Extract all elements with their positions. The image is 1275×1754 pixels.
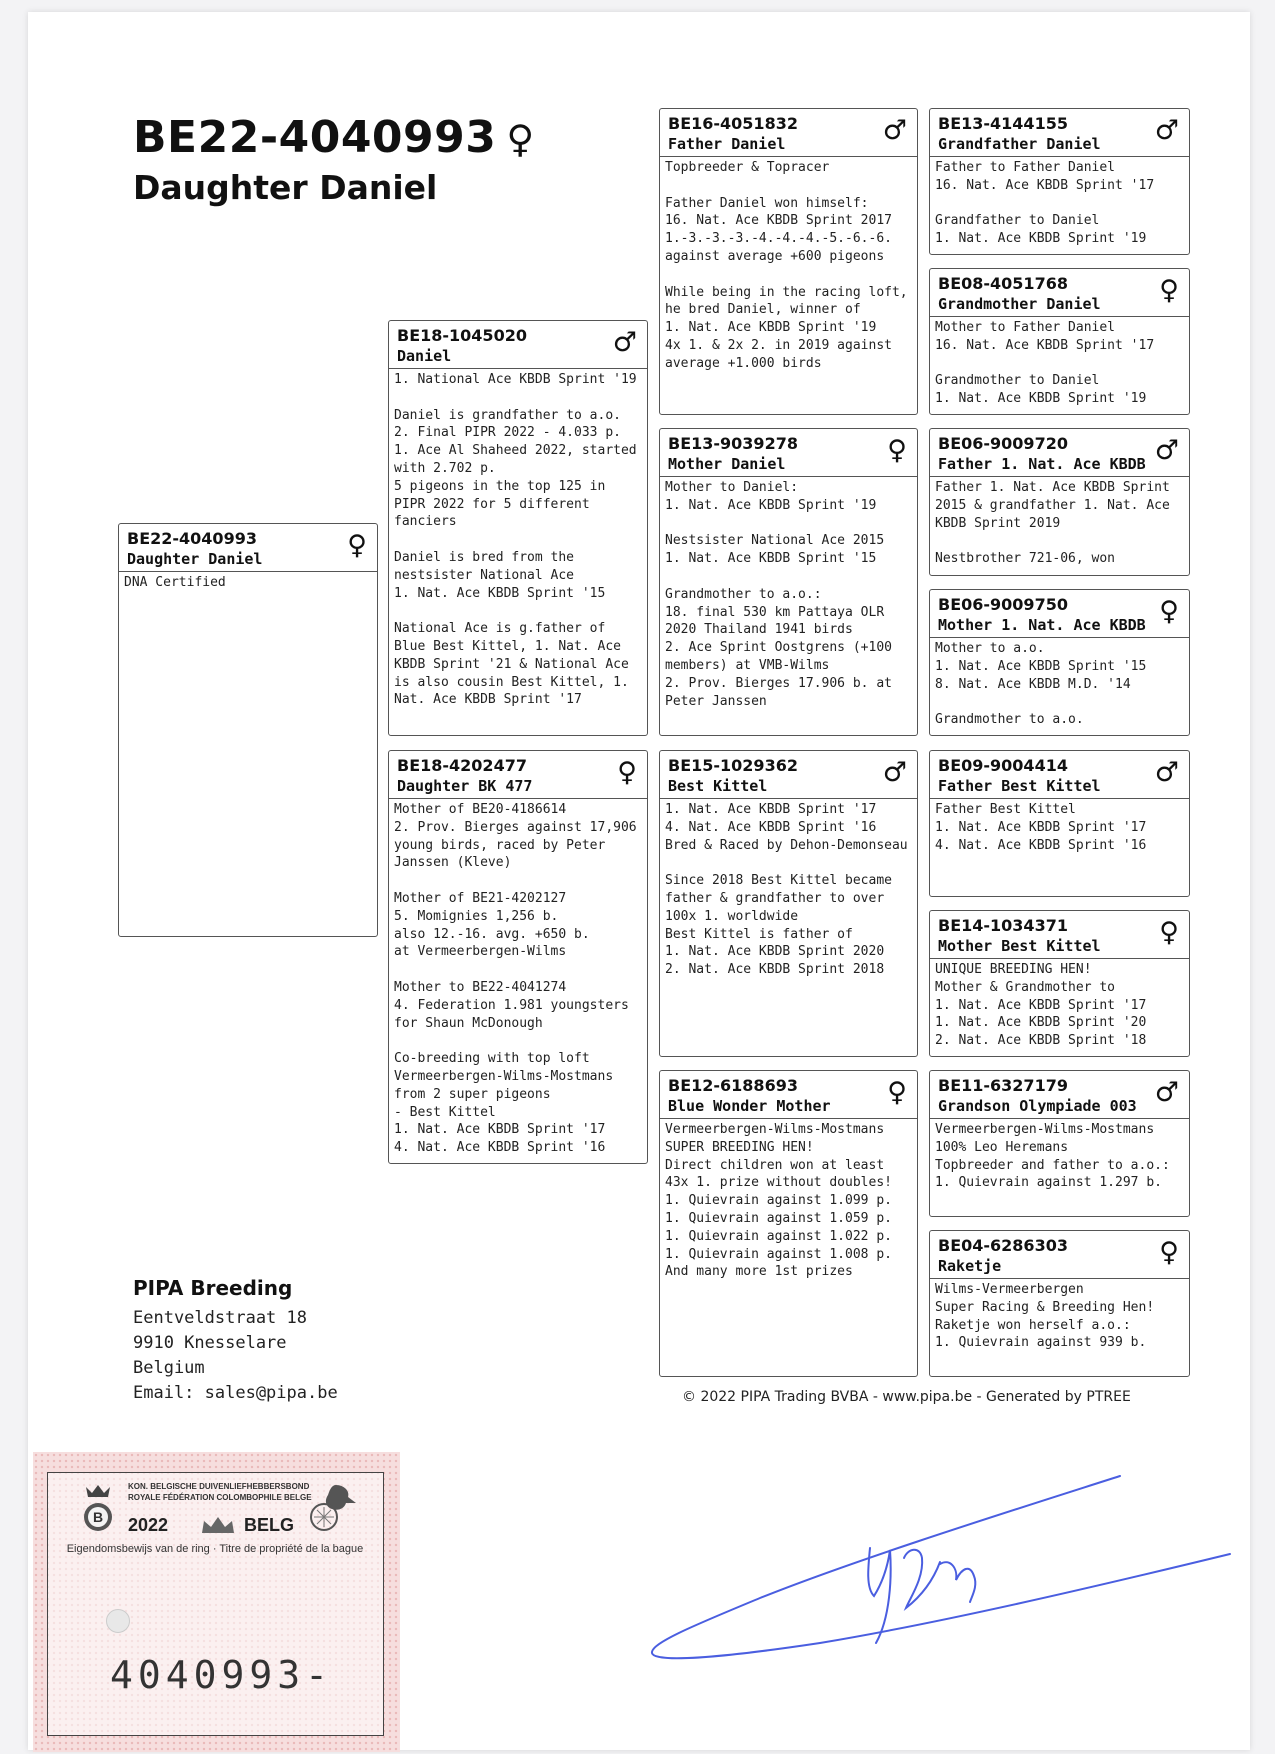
card-name: Father Best Kittel xyxy=(938,777,1101,795)
card-ring: BE22-4040993 xyxy=(127,529,257,548)
male-sex-icon: ♂ xyxy=(1154,1077,1179,1108)
crown-emblem-icon xyxy=(198,1513,238,1537)
card-ring: BE12-6188693 xyxy=(668,1076,798,1095)
card-header xyxy=(930,590,1189,638)
card-ring: BE09-9004414 xyxy=(938,756,1068,775)
female-sex-icon: ♀ xyxy=(506,117,535,161)
female-sex-icon: ♀ xyxy=(617,757,637,788)
card-mother-mother xyxy=(659,1070,918,1377)
card-notes: Father 1. Nat. Ace KBDB Sprint 2015 & grandfather 1. Nat. Ace KBDB Sprint 2019 Nestbrother 721-06, won xyxy=(935,480,1170,567)
card-notes: DNA Certified xyxy=(124,575,226,590)
certificate-country: BELG xyxy=(244,1515,295,1535)
certificate-ring-number: 4040993- xyxy=(110,1653,334,1697)
breeder-email: Email: sales@pipa.be xyxy=(133,1383,338,1403)
copyright-footer: © 2022 PIPA Trading BVBA - www.pipa.be - Generated by PTREE xyxy=(682,1389,1131,1405)
card-name: Blue Wonder Mother xyxy=(668,1097,831,1115)
card-header xyxy=(660,751,917,799)
male-sex-icon: ♂ xyxy=(882,115,907,146)
pedigree-subtitle: Daughter Daniel xyxy=(133,168,438,207)
female-sex-icon: ♀ xyxy=(887,435,907,466)
card-ring: BE11-6327179 xyxy=(938,1076,1068,1095)
card-mm-mother xyxy=(929,1230,1190,1377)
card-name: Daughter Daniel xyxy=(127,550,263,568)
female-sex-icon: ♀ xyxy=(887,1077,907,1108)
card-header xyxy=(930,429,1189,477)
card-father-mother xyxy=(659,428,918,736)
card-ring: BE14-1034371 xyxy=(938,916,1068,935)
card-mother xyxy=(388,750,648,1164)
card-subject xyxy=(118,523,378,937)
card-mf-father xyxy=(929,750,1190,897)
card-ring: BE13-9039278 xyxy=(668,434,798,453)
male-sex-icon: ♂ xyxy=(1154,757,1179,788)
breeder-city: 9910 Knesselare xyxy=(133,1333,287,1353)
card-name: Mother Best Kittel xyxy=(938,937,1101,955)
certificate-frame xyxy=(47,1472,384,1736)
female-sex-icon: ♀ xyxy=(1159,1237,1179,1268)
card-name: Father 1. Nat. Ace KBDB xyxy=(938,455,1146,473)
card-ff-mother xyxy=(929,268,1190,415)
card-name: Daughter BK 477 xyxy=(397,777,533,795)
card-ring: BE15-1029362 xyxy=(668,756,798,775)
card-ring: BE04-6286303 xyxy=(938,1236,1068,1255)
card-mm-father xyxy=(929,1070,1190,1217)
handwritten-signature xyxy=(640,1468,1240,1668)
card-fm-mother xyxy=(929,589,1190,736)
pedigree-title xyxy=(133,112,535,163)
card-ring: BE08-4051768 xyxy=(938,274,1068,293)
card-header xyxy=(660,429,917,477)
title-ring-number: BE22-4040993 xyxy=(133,112,497,163)
card-notes: Topbreeder & Topracer Father Daniel won himself: 16. Nat. Ace KBDB Sprint 2017 1.-3.-3.-3.-4.-4.-4.-5.-6.-6. against average +600 pigeons While being in the racing loft, he bred Daniel, winner of 1. Nat. Ace KBDB Sprint '19 4x 1. & 2x 2. in 2019 against average +1.000 birds xyxy=(665,160,908,371)
female-sex-icon: ♀ xyxy=(347,530,367,561)
federation-name-nl: KON. BELGISCHE DUIVENLIEFHEBBERSBOND xyxy=(128,1482,310,1491)
card-fm-father xyxy=(929,428,1190,576)
card-header xyxy=(930,1071,1189,1119)
male-sex-icon: ♂ xyxy=(1154,435,1179,466)
breeder-street: Eentveldstraat 18 xyxy=(133,1308,307,1328)
pigeon-logo-icon xyxy=(304,1481,360,1533)
card-ring: BE16-4051832 xyxy=(668,114,798,133)
card-ring: BE06-9009750 xyxy=(938,595,1068,614)
card-header xyxy=(930,109,1189,157)
card-notes: Vermeerbergen-Wilms-Mostmans 100% Leo Heremans Topbreeder and father to a.o.: 1. Quievrain against 1.297 b. xyxy=(935,1122,1170,1191)
female-sex-icon: ♀ xyxy=(1159,275,1179,306)
card-name: Father Daniel xyxy=(668,135,786,153)
card-header xyxy=(389,321,647,369)
punch-hole xyxy=(106,1609,130,1633)
male-sex-icon: ♂ xyxy=(1154,115,1179,146)
card-notes: Vermeerbergen-Wilms-Mostmans SUPER BREEDING HEN! Direct children won at least 43x 1. prize without doubles! 1. Quievrain against 1.099 p. 1. Quievrain against 1.059 p. 1. Quievrain against 1.022 p. 1. Quievrain against 1.008 p. And many more 1st prizes xyxy=(665,1122,892,1280)
female-sex-icon: ♀ xyxy=(1159,917,1179,948)
breeder-country: Belgium xyxy=(133,1358,205,1378)
card-header xyxy=(930,751,1189,799)
card-header xyxy=(119,524,377,572)
card-ring: BE06-9009720 xyxy=(938,434,1068,453)
card-name: Grandfather Daniel xyxy=(938,135,1101,153)
card-name: Best Kittel xyxy=(668,777,768,795)
card-notes: Mother of BE20-4186614 2. Prov. Bierges against 17,906 young birds, raced by Peter Janssen (Kleve) Mother of BE21-4202127 5. Momignies 1,256 b. also 12.-16. avg. +650 b. at Vermeerbergen-Wilms Mother to BE22-4041274 4. Federation 1.981 youngsters for Shaun McDonough Co-breeding with top loft Vermeerbergen-Wilms-Mostmans from 2 super pigeons - Best Kittel 1. Nat. Ace KBDB Sprint '17 4. Nat. Ace KBDB Sprint '16 xyxy=(394,802,637,1156)
card-mother-father xyxy=(659,750,918,1057)
card-name: Mother 1. Nat. Ace KBDB xyxy=(938,616,1146,634)
card-ring: BE18-4202477 xyxy=(397,756,527,775)
certificate-title: Eigendomsbewijs van de ring · Titre de propriété de la bague xyxy=(66,1543,364,1555)
card-notes: Wilms-Vermeerbergen Super Racing & Breeding Hen! Raketje won herself a.o.: 1. Quievrain against 939 b. xyxy=(935,1282,1155,1351)
female-sex-icon: ♀ xyxy=(1159,596,1179,627)
male-sex-icon: ♂ xyxy=(612,327,637,358)
svg-text:B: B xyxy=(92,1509,104,1525)
card-mf-mother xyxy=(929,910,1190,1057)
federation-crest-icon xyxy=(78,1481,118,1539)
certificate-year: 2022 xyxy=(128,1515,169,1535)
card-header xyxy=(930,269,1189,317)
card-notes: Mother to a.o. 1. Nat. Ace KBDB Sprint '15 8. Nat. Ace KBDB M.D. '14 Grandmother to a.o. xyxy=(935,641,1147,728)
card-notes: 1. National Ace KBDB Sprint '19 Daniel is grandfather to a.o. 2. Final PIPR 2022 - 4.033 p. 1. Ace Al Shaheed 2022, started with 2.702 p. 5 pigeons in the top 125 in PIPR 2022 for 5 different fanciers Daniel is bred from the nestsister National Ace 1. Nat. Ace KBDB Sprint '15 National Ace is g.father of Blue Best Kittel, 1. Nat. Ace KBDB Sprint '21 & National Ace is also cousin Best Kittel, 1. Nat. Ace KBDB Sprint '17 xyxy=(394,372,637,708)
card-name: Daniel xyxy=(397,347,452,365)
card-father xyxy=(388,320,648,736)
federation-name-fr: ROYALE FÉDÉRATION COLOMBOPHILE BELGE xyxy=(128,1493,312,1502)
card-notes: UNIQUE BREEDING HEN! Mother & Grandmother to 1. Nat. Ace KBDB Sprint '17 1. Nat. Ace KBDB Sprint '20 2. Nat. Ace KBDB Sprint '18 xyxy=(935,962,1147,1049)
card-name: Grandson Olympiade 003 xyxy=(938,1097,1137,1115)
card-header xyxy=(930,911,1189,959)
card-notes: 1. Nat. Ace KBDB Sprint '17 4. Nat. Ace KBDB Sprint '16 Bred & Raced by Dehon-Demonseau Since 2018 Best Kittel became father & grandfather to over 100x 1. worldwide Best Kittel is father of 1. Nat. Ace KBDB Sprint 2020 2. Nat. Ace KBDB Sprint 2018 xyxy=(665,802,908,978)
federation-name xyxy=(128,1481,312,1503)
card-father-father xyxy=(659,108,918,415)
card-header xyxy=(660,1071,917,1119)
card-header xyxy=(389,751,647,799)
card-notes: Mother to Father Daniel 16. Nat. Ace KBDB Sprint '17 Grandmother to Daniel 1. Nat. Ace KBDB Sprint '19 xyxy=(935,320,1155,407)
breeder-address xyxy=(133,1306,338,1406)
card-ring: BE18-1045020 xyxy=(397,326,527,345)
card-name: Raketje xyxy=(938,1257,1002,1275)
card-notes: Father Best Kittel 1. Nat. Ace KBDB Sprint '17 4. Nat. Ace KBDB Sprint '16 xyxy=(935,802,1147,853)
card-ff-father xyxy=(929,108,1190,255)
breeder-name: PIPA Breeding xyxy=(133,1276,293,1300)
ring-certificate xyxy=(33,1452,400,1752)
card-name: Mother Daniel xyxy=(668,455,786,473)
male-sex-icon: ♂ xyxy=(882,757,907,788)
card-ring: BE13-4144155 xyxy=(938,114,1068,133)
card-header xyxy=(660,109,917,157)
card-notes: Mother to Daniel: 1. Nat. Ace KBDB Sprint '19 Nestsister National Ace 2015 1. Nat. Ace KBDB Sprint '15 Grandmother to a.o.: 18. final 530 km Pattaya OLR 2020 Thailand 1941 birds 2. Ace Sprint Oostgrens (+100 members) at VMB-Wilms 2. Prov. Bierges 17.906 b. at Peter Janssen xyxy=(665,480,892,709)
card-notes: Father to Father Daniel 16. Nat. Ace KBDB Sprint '17 Grandfather to Daniel 1. Nat. Ace KBDB Sprint '19 xyxy=(935,160,1155,247)
card-name: Grandmother Daniel xyxy=(938,295,1101,313)
card-header xyxy=(930,1231,1189,1279)
